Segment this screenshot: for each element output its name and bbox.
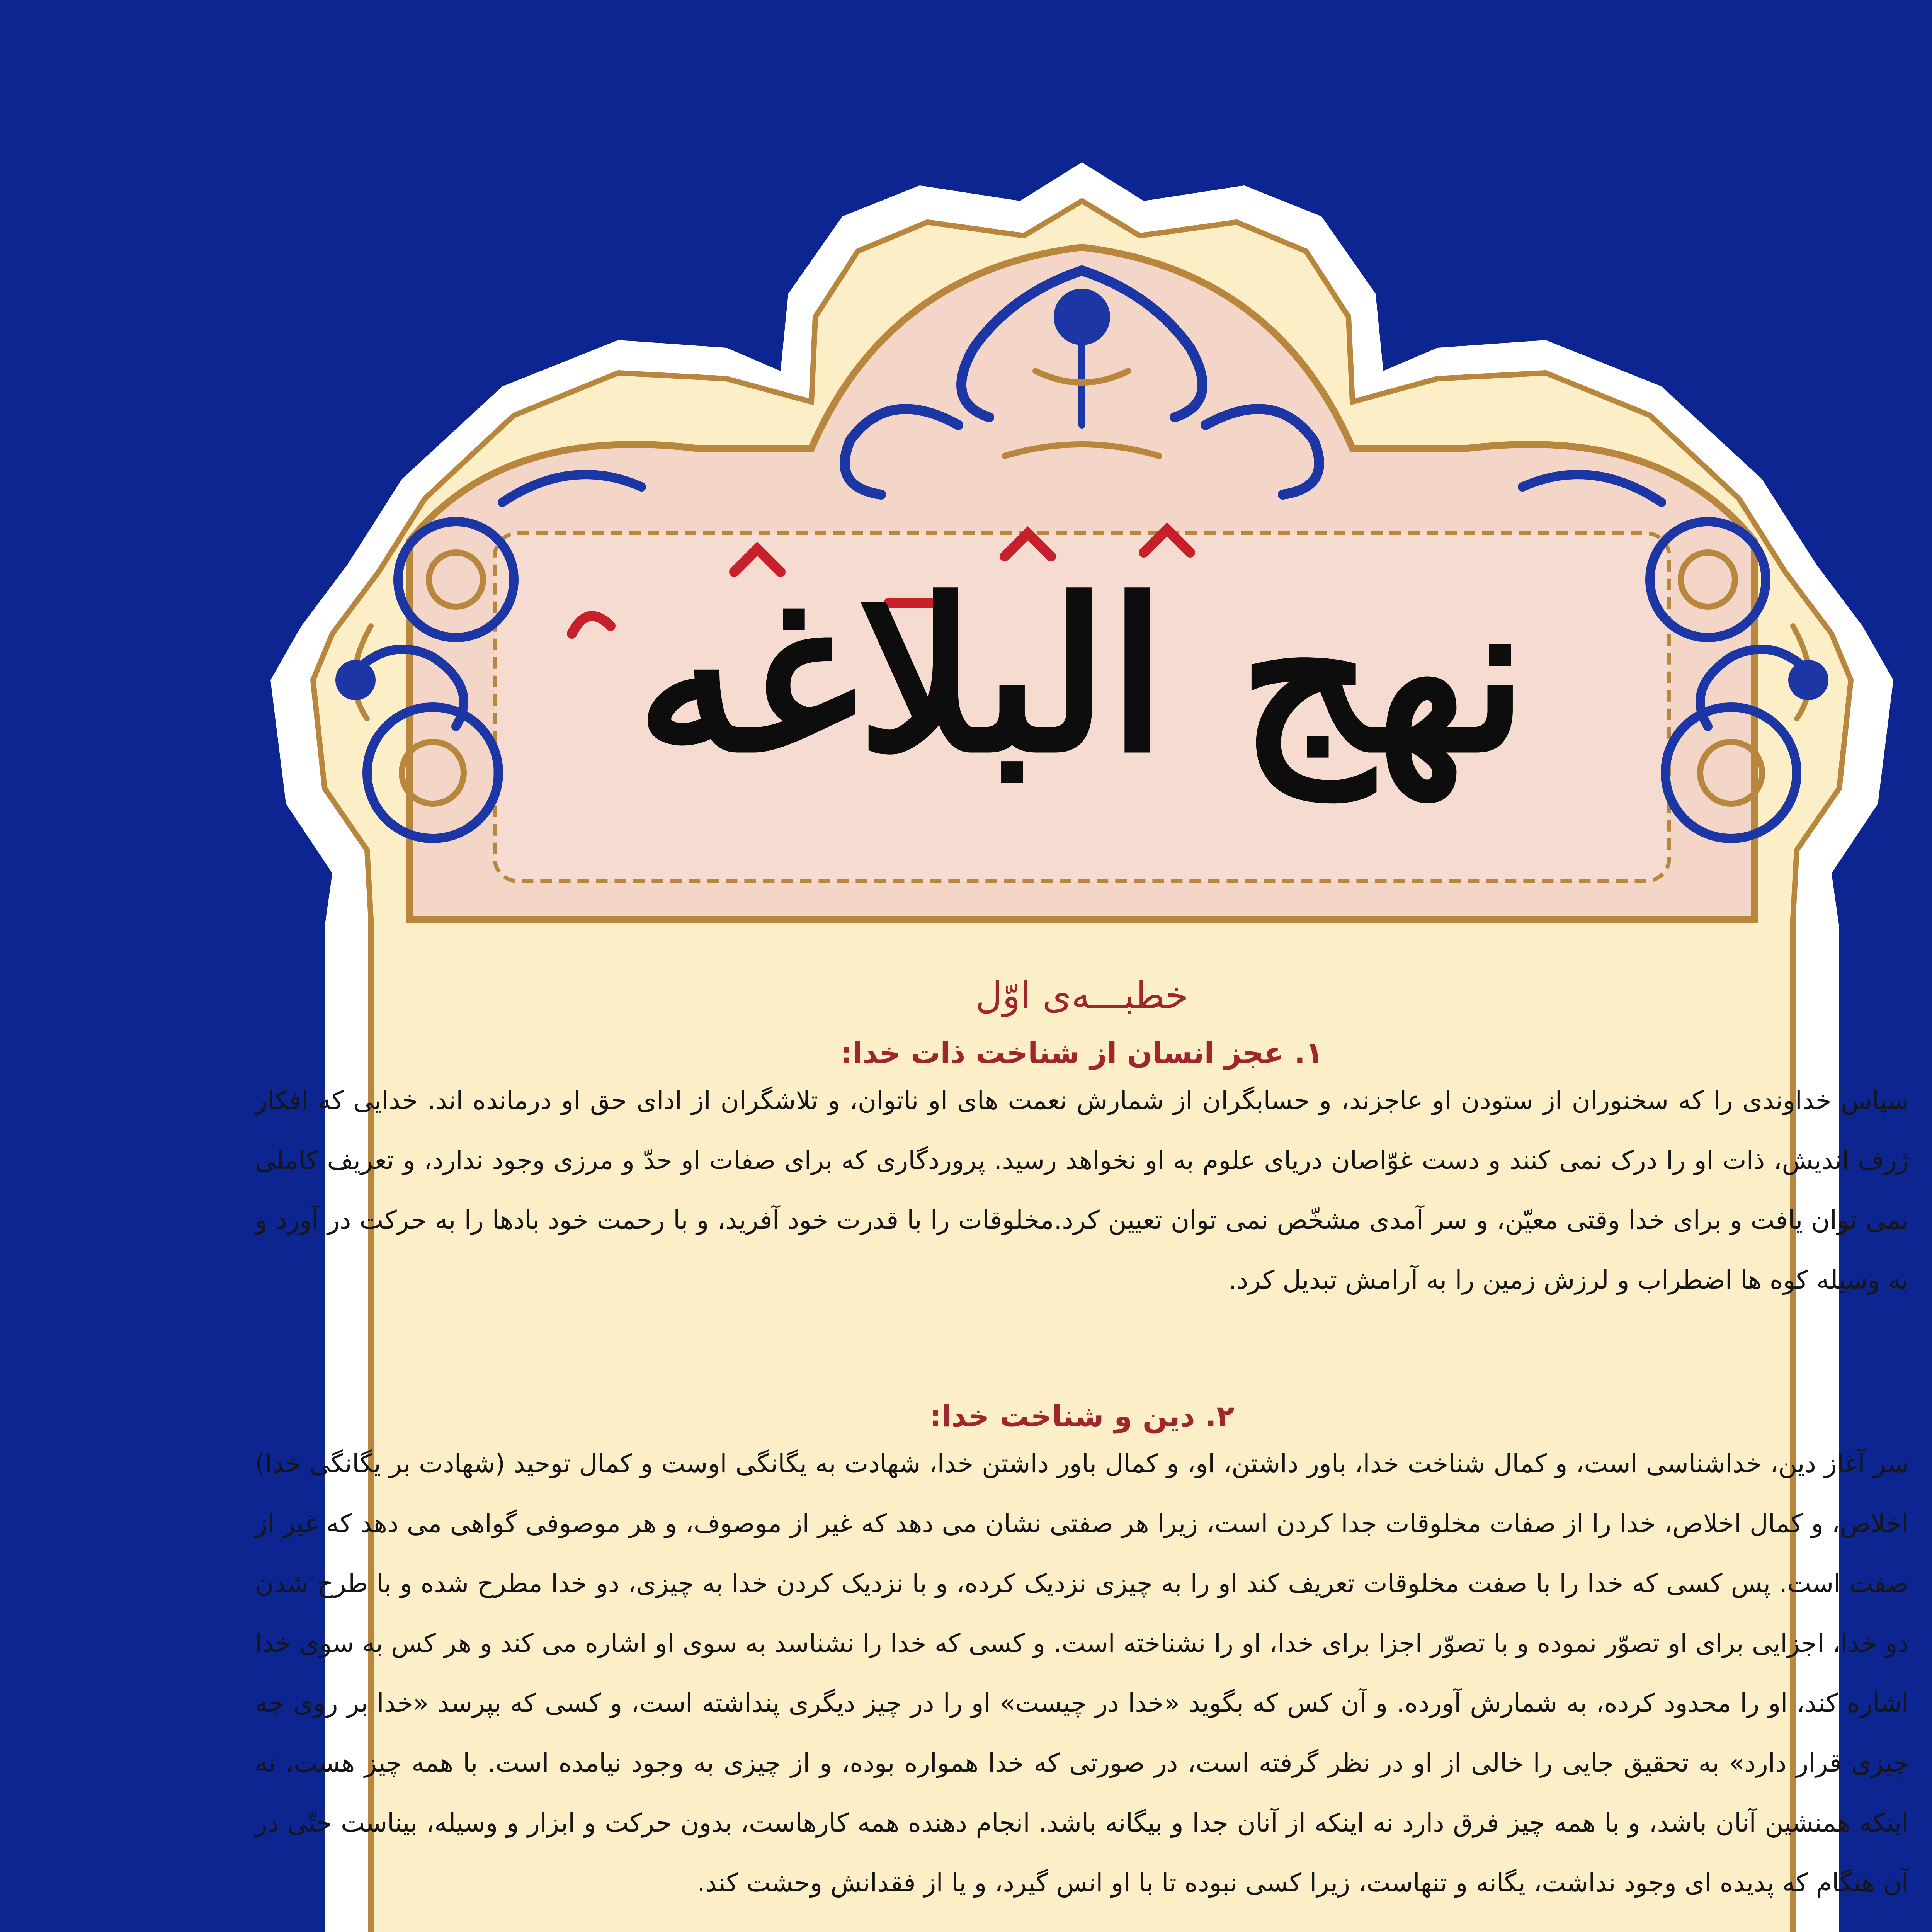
section-2-heading: ۲. دین و شناخت خدا: [929,1399,1235,1433]
section-2-text: سر آغاز دین، خداشناسی است، و کمال شناخت خدا، باور داشتن، او، و کمال باور داشتن خدا، شهادت به یگانگی اوست و کمال توحید (شهادت بر یگانگی خدا) اخلاص، و کمال اخلاص، خدا را از صفات مخلوقات جدا کردن است، زیرا هر صفتی نشان می دهد که غیر از موصوف، و هر موصوفی گواهی می دهد که غیر از صفت است. پس کسی که خدا را با صفت مخلوقات تعریف کند او را به چیزی نزدیک کرده، و با نزدیک کردن خدا به چیزی، دو خدا مطرح شده و با طرح شدن دو خدا، اجزایی برای او تصوّر نموده و با تصوّر اجزا برای خدا، او را نشناخته است. و کسی که خدا را نشناسد به سوی او اشاره می کند و هر کس به سوی خدا اشاره کند، او را محدود کرده، به شمارش آورده. و آن کس که بگوید «خدا در چیست» او را در چیز دیگری پنداشته است، و کسی که بپرسد «خدا بر روی چه چیزی قرار دارد» به تحقیق جایی را خالی از او در نظر گرفته است، در صورتی که خدا همواره بوده، و از چیزی به وجود نیامده است. با همه چیز هست، نه اینکه همنشین آنان باشد، و با همه چیز فرق دارد نه اینکه از آنان جدا و بیگانه باشد. انجام دهنده همه کارهاست، بدون حرکت و ابزار و وسیله، بیناست حتّی در آن هنگام که پدیده ای وجود نداشت، یگانه و تنهاست، زیرا کسی نبوده تا با او انس گیرد، و یا از فقدانش وحشت کند. [255,1449,1909,1898]
section-1-heading: ۱. عجز انسان از شناخت ذات خدا: [840,1036,1323,1070]
page-title: نهج البلاغه [636,554,1528,799]
section-1-text: سپاس خداوندی را که سخنوران از ستودن او عاجزند، و حسابگران از شمارش نعمت های او ناتوان، و تلاشگران از ادای حق او درمانده اند. خدایی که افکار ژرف اندیش، ذات او را درک نمی کنند و دست غوّاصان دریای علوم به او نخواهد رسید. پروردگاری که برای صفات او حدّ و مرزی وجود ندارد، و تعریف کاملی نمی توان یافت و برای خدا وقتی معیّن، و سر آمدی مشخّص نمی توان تعیین کرد.مخلوقات را با قدرت خود آفرید، و با رحمت خود بادها را به حرکت در آورد و به وسیله کوه ها اضطراب و لرزش زمین را به آرامش تبدیل کرد. [255,1085,1909,1295]
sermon-subtitle: خطبـــه‌ی اوّل [975,974,1189,1017]
